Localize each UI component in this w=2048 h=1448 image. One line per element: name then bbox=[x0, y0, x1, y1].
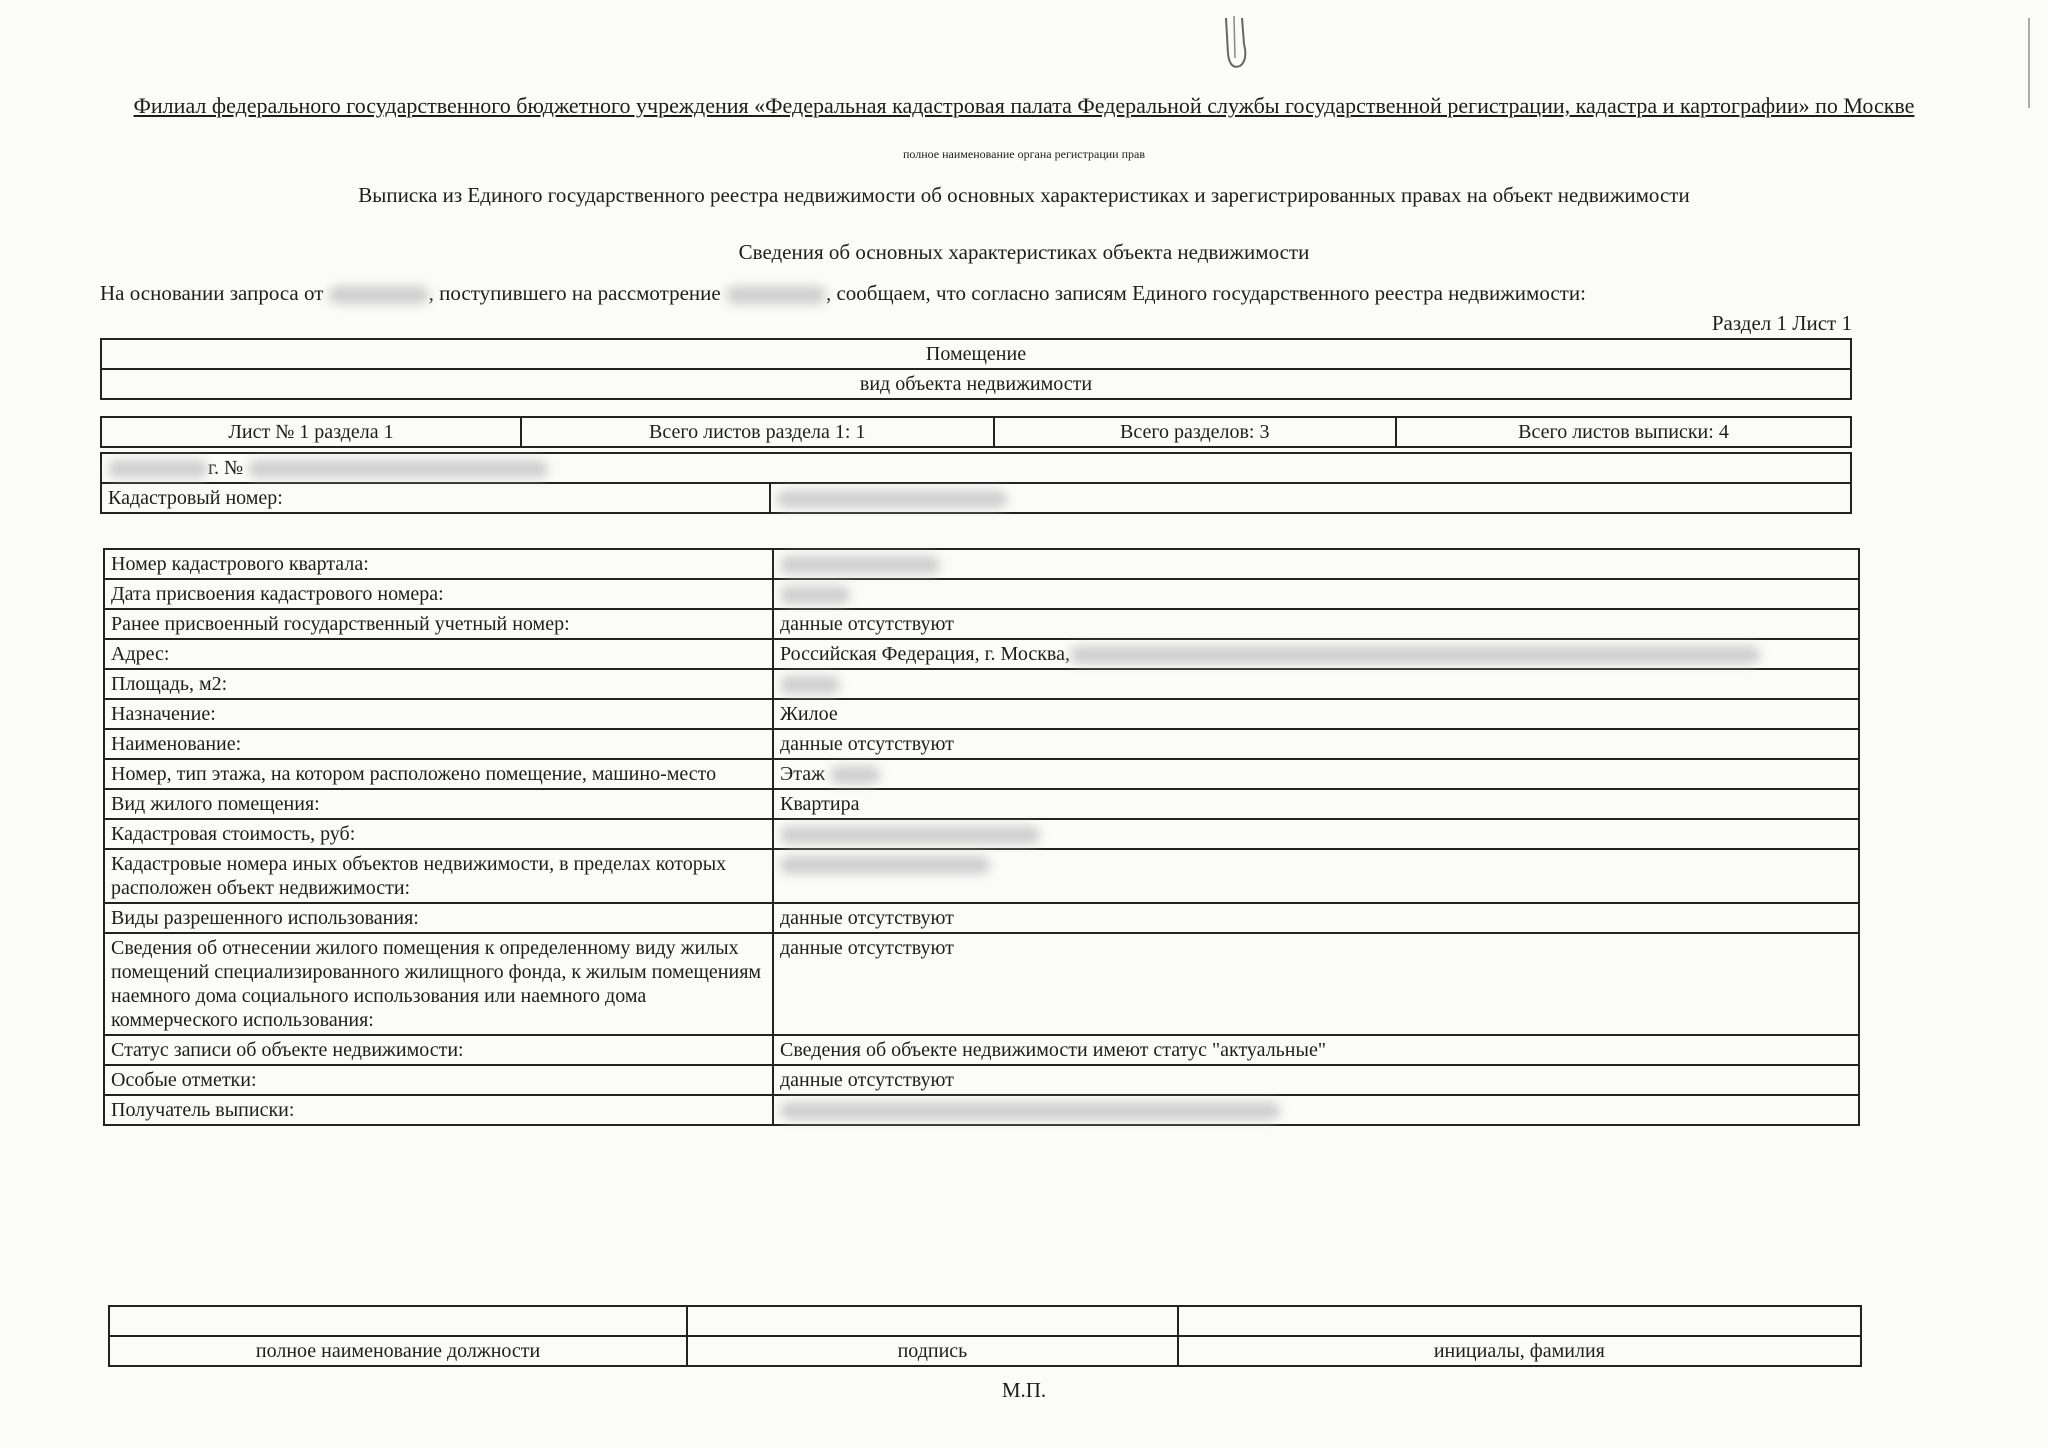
redacted-related-cadastral-numbers bbox=[780, 856, 990, 874]
table-row bbox=[104, 639, 1859, 669]
row-label: Ранее присвоенный государственный учетный номер: bbox=[104, 609, 773, 639]
row-label: Вид жилого помещения: bbox=[104, 789, 773, 819]
organization-caption: полное наименование органа регистрации прав bbox=[902, 147, 1146, 161]
redacted-registration-number bbox=[248, 460, 548, 478]
redacted-cadastral-number bbox=[777, 490, 1007, 508]
table-row bbox=[104, 699, 1859, 729]
row-label: Получатель выписки: bbox=[104, 1095, 773, 1125]
sheets-info-table bbox=[100, 416, 1852, 448]
section-sheet-reference: Раздел 1 Лист 1 bbox=[1711, 311, 1852, 335]
row-value: данные отсутствуют bbox=[773, 933, 1859, 1035]
row-label: Виды разрешенного использования: bbox=[104, 903, 773, 933]
row-label: Номер, тип этажа, на котором расположено помещение, машино-место bbox=[104, 759, 773, 789]
object-kind-caption: вид объекта недвижимости bbox=[101, 369, 1851, 399]
signature-caption: подпись bbox=[687, 1336, 1178, 1366]
request-text-3: , сообщаем, что согласно записям Единого государственного реестра недвижимости: bbox=[825, 281, 1586, 305]
row-value: данные отсутствуют bbox=[773, 729, 1859, 759]
redacted-request-date bbox=[329, 286, 429, 304]
table-row bbox=[104, 933, 1859, 1035]
table-row bbox=[104, 789, 1859, 819]
redacted-floor bbox=[830, 766, 880, 784]
position-field bbox=[109, 1306, 687, 1336]
table-row bbox=[104, 609, 1859, 639]
row-value bbox=[773, 849, 1859, 903]
total-extract-sheets: Всего листов выписки: 4 bbox=[1396, 417, 1851, 447]
row-label: Адрес: bbox=[104, 639, 773, 669]
registration-number-label: г. № bbox=[208, 457, 244, 479]
row-value: Квартира bbox=[773, 789, 1859, 819]
table-row bbox=[104, 1035, 1859, 1065]
name-field bbox=[1178, 1306, 1861, 1336]
signature-field bbox=[687, 1306, 1178, 1336]
row-value: Жилое bbox=[773, 699, 1859, 729]
registration-number-cell bbox=[101, 453, 1851, 483]
redacted-quarter-number bbox=[780, 556, 940, 574]
characteristics-table bbox=[103, 548, 1860, 1126]
row-label: Площадь, м2: bbox=[104, 669, 773, 699]
table-row bbox=[104, 729, 1859, 759]
redacted-assignment-date bbox=[780, 586, 850, 604]
table-row bbox=[104, 819, 1859, 849]
row-value: данные отсутствуют bbox=[773, 903, 1859, 933]
sheet-number: Лист № 1 раздела 1 bbox=[101, 417, 521, 447]
organization-name: Филиал федерального государственного бюджетного учреждения «Федеральная кадастровая палата Федеральной службы государственной регистрации, кадастра и картографии» по Москве bbox=[133, 93, 1915, 118]
cadastral-number-value bbox=[770, 483, 1851, 513]
table-row bbox=[104, 669, 1859, 699]
total-sections: Всего разделов: 3 bbox=[994, 417, 1397, 447]
row-value: данные отсутствуют bbox=[773, 609, 1859, 639]
table-row bbox=[104, 579, 1859, 609]
signature-table bbox=[108, 1305, 1862, 1367]
row-value: Сведения об объекте недвижимости имеют статус "актуальные" bbox=[773, 1035, 1859, 1065]
row-label: Особые отметки: bbox=[104, 1065, 773, 1095]
row-label: Дата присвоения кадастрового номера: bbox=[104, 579, 773, 609]
row-value: данные отсутствуют bbox=[773, 1065, 1859, 1095]
row-label: Номер кадастрового квартала: bbox=[104, 549, 773, 579]
address-value: Российская Федерация, г. Москва, bbox=[780, 643, 1070, 665]
table-row bbox=[104, 759, 1859, 789]
request-text-2: , поступившего на рассмотрение bbox=[428, 281, 721, 305]
redacted-review-date bbox=[726, 286, 826, 304]
row-label: Кадастровые номера иных объектов недвижимости, в пределах которых расположен объект недвижимости: bbox=[104, 849, 773, 903]
floor-value: Этаж bbox=[780, 763, 825, 785]
position-caption: полное наименование должности bbox=[109, 1336, 687, 1366]
name-caption: инициалы, фамилия bbox=[1178, 1336, 1861, 1366]
row-label: Кадастровая стоимость, руб: bbox=[104, 819, 773, 849]
redacted-cadastral-value bbox=[780, 826, 1040, 844]
request-text-1: На основании запроса от bbox=[100, 281, 324, 305]
row-value bbox=[773, 1095, 1859, 1125]
document-title: Выписка из Единого государственного реестра недвижимости об основных характеристиках и зарегистрированных правах на объект недвижимости bbox=[358, 183, 1690, 207]
row-label: Сведения об отнесении жилого помещения к определенному виду жилых помещений специализированного жилищного фонда, к жилым помещениям наемного дома социального использования или наемного дома коммерческого использования: bbox=[104, 933, 773, 1035]
total-section-sheets: Всего листов раздела 1: 1 bbox=[521, 417, 994, 447]
table-row bbox=[104, 1095, 1859, 1125]
stamp-place: М.П. bbox=[1001, 1378, 1047, 1402]
redacted-recipient bbox=[780, 1102, 1280, 1120]
redacted-address bbox=[1070, 646, 1760, 664]
table-row bbox=[104, 1065, 1859, 1095]
table-row bbox=[104, 903, 1859, 933]
table-row bbox=[104, 849, 1859, 903]
row-label: Статус записи об объекте недвижимости: bbox=[104, 1035, 773, 1065]
row-value bbox=[773, 579, 1859, 609]
row-value bbox=[773, 669, 1859, 699]
table-row bbox=[104, 549, 1859, 579]
row-label: Назначение: bbox=[104, 699, 773, 729]
redacted-area bbox=[780, 676, 840, 694]
cadastral-number-label: Кадастровый номер: bbox=[101, 483, 770, 513]
row-value bbox=[773, 549, 1859, 579]
request-line bbox=[100, 281, 1586, 306]
redacted-registration-date bbox=[108, 460, 208, 478]
section-title: Сведения об основных характеристиках объекта недвижимости bbox=[738, 240, 1310, 264]
row-value bbox=[773, 639, 1859, 669]
scan-artifact-icon bbox=[1218, 14, 1252, 76]
row-value bbox=[773, 819, 1859, 849]
object-kind: Помещение bbox=[101, 339, 1851, 369]
row-value bbox=[773, 759, 1859, 789]
object-kind-table bbox=[100, 338, 1852, 400]
registration-table bbox=[100, 452, 1852, 514]
row-label: Наименование: bbox=[104, 729, 773, 759]
